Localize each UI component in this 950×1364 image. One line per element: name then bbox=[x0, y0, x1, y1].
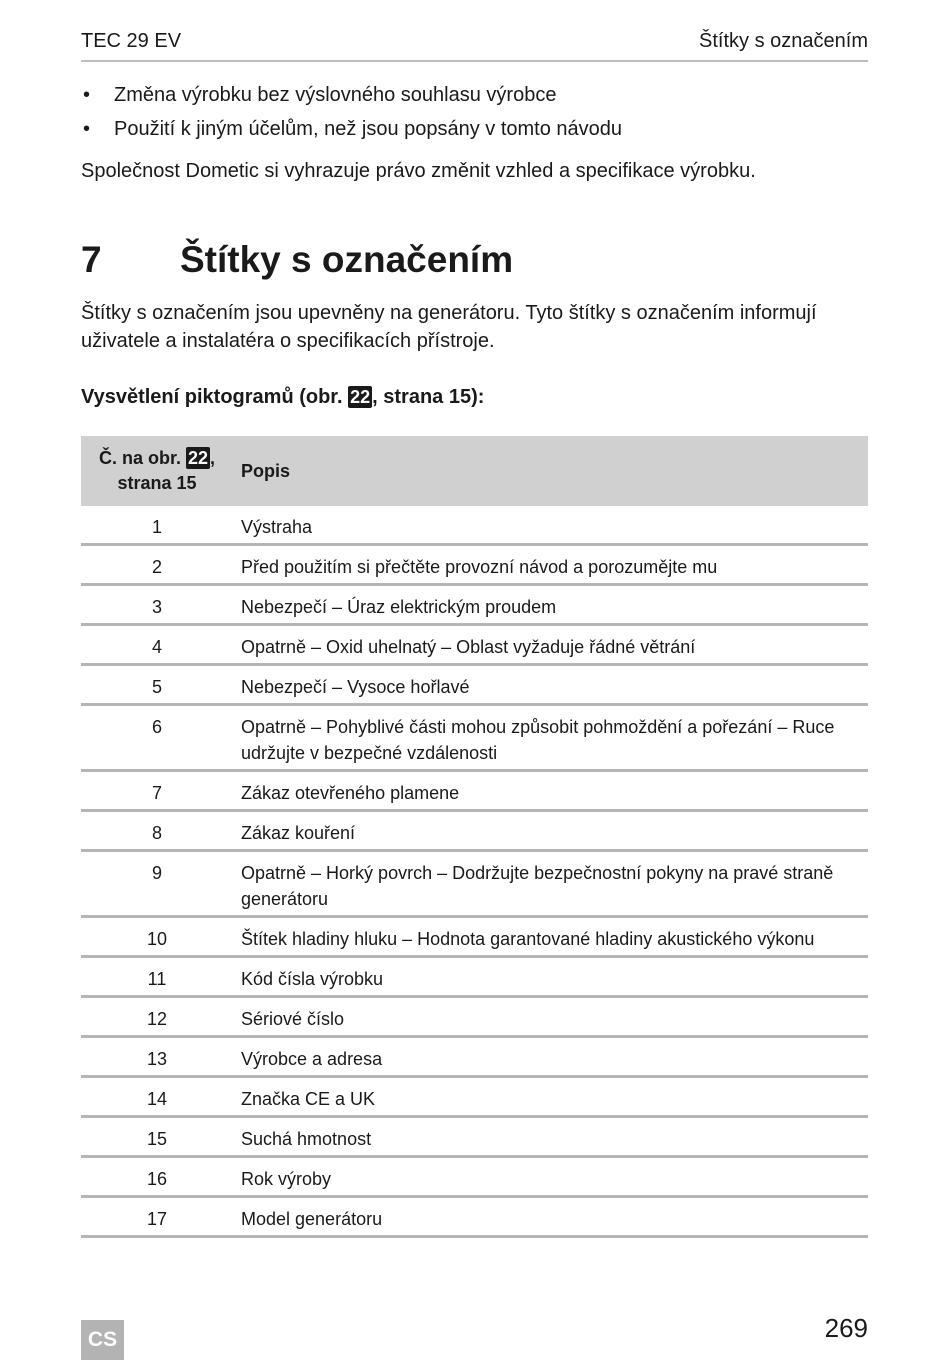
table-row bbox=[81, 918, 868, 958]
row-description: Suchá hmotnost bbox=[241, 1129, 372, 1149]
row-description: Zákaz kouření bbox=[241, 823, 356, 843]
subheading bbox=[81, 383, 484, 411]
row-number: 12 bbox=[146, 1009, 168, 1029]
bullet-glyph: • bbox=[83, 118, 91, 140]
row-number: 13 bbox=[146, 1049, 168, 1069]
row-number: 10 bbox=[146, 929, 168, 949]
table-row bbox=[81, 1118, 868, 1158]
pictogram-table bbox=[81, 436, 868, 1238]
row-description: Před použitím si přečtěte provozní návod a porozumějte mu bbox=[241, 557, 718, 577]
row-description: Opatrně – Pohyblivé části mohou způsobit pohmoždění a pořezání – Ruce udržujte v bezpečné vzdálenosti bbox=[241, 717, 835, 763]
col1-comma: , bbox=[210, 448, 216, 468]
row-number: 9 bbox=[151, 863, 162, 883]
row-number: 6 bbox=[151, 717, 162, 737]
row-description: Nebezpečí – Úraz elektrickým proudem bbox=[241, 597, 557, 617]
row-number: 2 bbox=[151, 557, 162, 577]
row-number: 8 bbox=[151, 823, 162, 843]
row-number: 7 bbox=[151, 783, 162, 803]
table-row bbox=[81, 626, 868, 666]
row-number: 15 bbox=[146, 1129, 168, 1149]
bullet-glyph: • bbox=[83, 84, 91, 106]
language-badge: CS bbox=[81, 1320, 124, 1360]
row-description: Model generátoru bbox=[241, 1209, 383, 1229]
figure-ref-badge: 22 bbox=[187, 448, 209, 468]
row-description: Kód čísla výrobku bbox=[241, 969, 384, 989]
bullet-list bbox=[81, 81, 868, 149]
subheading-text: Vysvětlení piktogramů (obr. bbox=[81, 386, 343, 408]
table-row bbox=[81, 506, 868, 546]
table-row bbox=[81, 1038, 868, 1078]
row-number: 17 bbox=[146, 1209, 168, 1229]
table-row bbox=[81, 772, 868, 812]
row-number: 1 bbox=[151, 517, 162, 537]
header-doc-title: TEC 29 EV bbox=[81, 30, 182, 52]
table-row bbox=[81, 1078, 868, 1118]
table-row bbox=[81, 706, 868, 772]
figure-ref-badge: 22 bbox=[350, 387, 371, 407]
list-item bbox=[81, 115, 868, 149]
row-description: Rok výroby bbox=[241, 1169, 332, 1189]
col1-label-line2: strana 15 bbox=[117, 473, 197, 493]
table-body bbox=[81, 506, 868, 1238]
row-description: Štítek hladiny hluku – Hodnota garantované hladiny akustického výkonu bbox=[241, 929, 815, 949]
row-number: 14 bbox=[146, 1089, 168, 1109]
row-description: Značka CE a UK bbox=[241, 1089, 376, 1109]
table-row bbox=[81, 1198, 868, 1238]
header-section-title: Štítky s označením bbox=[699, 30, 868, 52]
section-title: Štítky s označením bbox=[180, 239, 514, 280]
table-row bbox=[81, 812, 868, 852]
row-description: Zákaz otevřeného plamene bbox=[241, 783, 460, 803]
column-header-number bbox=[81, 446, 233, 496]
row-description: Opatrně – Oxid uhelnatý – Oblast vyžaduje řádné větrání bbox=[241, 637, 696, 657]
col1-label: Č. na obr. bbox=[98, 448, 181, 468]
paragraph-intro: Štítky s označením jsou upevněny na generátoru. Tyto štítky s označením informují uživatele a instalatéra o specifikacích přístroje. bbox=[81, 302, 817, 352]
row-description: Sériové číslo bbox=[241, 1009, 345, 1029]
table-row bbox=[81, 998, 868, 1038]
row-description: Opatrně – Horký povrch – Dodržujte bezpečnostní pokyny na pravé straně generátoru bbox=[241, 863, 834, 909]
paragraph-disclaimer: Společnost Dometic si vyhrazuje právo změnit vzhled a specifikace výrobku. bbox=[81, 160, 756, 182]
row-number: 11 bbox=[147, 969, 167, 989]
row-description: Výrobce a adresa bbox=[241, 1049, 383, 1069]
page-number: 269 bbox=[824, 1313, 868, 1343]
row-number: 16 bbox=[146, 1169, 168, 1189]
table-row bbox=[81, 586, 868, 626]
list-item bbox=[81, 81, 868, 115]
page-header bbox=[81, 30, 868, 62]
list-item-text: Použití k jiným účelům, než jsou popsány v tomto návodu bbox=[114, 118, 623, 140]
row-number: 5 bbox=[151, 677, 162, 697]
section-number: 7 bbox=[81, 239, 102, 280]
list-item-text: Změna výrobku bez výslovného souhlasu výrobce bbox=[114, 84, 557, 106]
table-header bbox=[81, 436, 868, 506]
table-row bbox=[81, 852, 868, 918]
row-number: 4 bbox=[151, 637, 162, 657]
section-heading bbox=[81, 236, 513, 284]
table-row bbox=[81, 1158, 868, 1198]
table-row bbox=[81, 546, 868, 586]
row-description: Nebezpečí – Vysoce hořlavé bbox=[241, 677, 470, 697]
table-row bbox=[81, 958, 868, 998]
column-header-description: Popis bbox=[241, 460, 291, 481]
table-row bbox=[81, 666, 868, 706]
subheading-suffix: , strana 15): bbox=[372, 386, 485, 408]
row-description: Výstraha bbox=[241, 517, 313, 537]
row-number: 3 bbox=[151, 597, 162, 617]
